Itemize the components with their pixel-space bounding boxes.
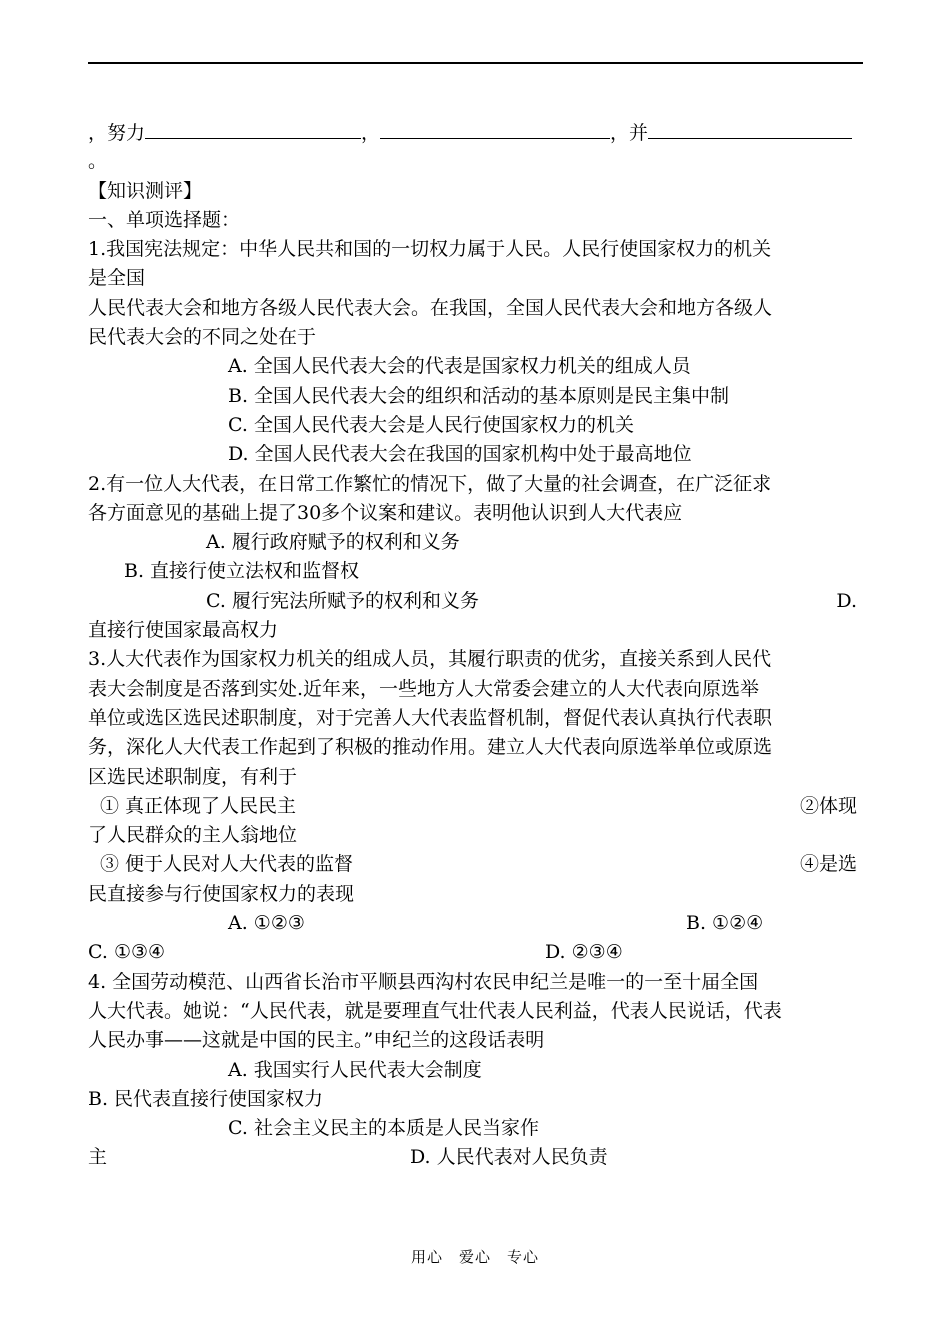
q2-option-d-text: 直接行使国家最高权力 xyxy=(88,619,279,642)
fill-text-3: ，并 xyxy=(610,122,649,144)
q4-stem-line: 人民办事——这就是中国的民主。”申纪兰的这段话表明 xyxy=(88,1029,545,1052)
q2-option-c-line xyxy=(88,587,863,616)
q1-stem-line: 人民代表大会和地方各级人民代表大会。在我国，全国人民代表大会和地方各级人 xyxy=(88,296,773,319)
q4-option-b: B. 民代表直接行使国家权力 xyxy=(88,1087,324,1110)
q4-stem-line: 人大代表。她说：“人民代表，就是要理直气壮代表人民利益，代表人民说话，代表 xyxy=(88,999,782,1022)
q3-statement-2-start: ②体现 xyxy=(799,794,857,817)
q4-option-d: D. 人民代表对人民负责 xyxy=(410,1146,608,1169)
q4-option-a: A. 我国实行人民代表大会制度 xyxy=(228,1058,482,1081)
q1-option-a: A. 全国人民代表大会的代表是国家权力机关的组成人员 xyxy=(228,355,691,378)
q2-option-c: C. 履行宪法所赋予的权利和义务 xyxy=(206,589,479,612)
q2-stem-line: 2.有一位人大代表，在日常工作繁忙的情况下，做了大量的社会调查，在广泛征求 xyxy=(88,472,772,495)
q3-options-cd-line xyxy=(88,938,863,967)
blank-3 xyxy=(648,118,852,139)
q3-statement-3: ③ 便于人民对人大代表的监督 xyxy=(100,853,354,876)
section-title: 【知识测评】 xyxy=(88,179,203,202)
q2-stem-line: 各方面意见的基础上提了30多个议案和建议。表明他认识到人大代表应 xyxy=(88,501,683,524)
fill-in-line xyxy=(88,118,863,147)
q4-option-c: C. 社会主义民主的本质是人民当家作 xyxy=(228,1117,539,1140)
q3-options-ab-line xyxy=(88,909,863,938)
q4-options-cd-line xyxy=(88,1143,863,1172)
q1-stem-line: 民代表大会的不同之处在于 xyxy=(88,326,317,349)
subsection-title: 一、单项选择题： xyxy=(88,208,241,231)
q3-statement-4-end: 民直接参与行使国家权力的表现 xyxy=(88,882,355,905)
blank-2 xyxy=(380,118,610,139)
q3-option-d: D. ②③④ xyxy=(545,941,623,964)
q3-statement-3-line xyxy=(88,850,863,879)
q4-stem-line: 4. 全国劳动模范、山西省长治市平顺县西沟村农民申纪兰是唯一的一至十届全国 xyxy=(88,970,759,993)
q3-option-c: C. ①③④ xyxy=(88,941,166,964)
fill-text-2: ， xyxy=(361,122,381,144)
q3-stem-line: 务，深化人大代表工作起到了积极的推动作用。建立人大代表向原选举单位或原选 xyxy=(88,736,773,759)
q1-option-b: B. 全国人民代表大会的组织和活动的基本原则是民主集中制 xyxy=(228,384,730,407)
q3-statement-4-start: ④是选 xyxy=(799,853,857,876)
q3-stem-line: 表大会制度是否落到实处.近年来，一些地方人大常委会建立的人大代表向原选举 xyxy=(88,677,760,700)
q3-stem-line: 单位或选区选民述职制度，对于完善人大代表监督机制，督促代表认真执行代表职 xyxy=(88,706,773,729)
q4-option-c-cont: 主 xyxy=(88,1146,108,1169)
q1-stem-line: 1.我国宪法规定：中华人民共和国的一切权力属于人民。人民行使国家权力的机关 xyxy=(88,238,772,261)
q3-option-a: A. ①②③ xyxy=(228,912,305,935)
page-footer: 用心 爱心 专心 xyxy=(410,1248,539,1266)
q3-statement-2-end: 了人民群众的主人翁地位 xyxy=(88,824,298,847)
q1-option-c: C. 全国人民代表大会是人民行使国家权力的机关 xyxy=(228,413,634,436)
q3-stem-line: 区选民述职制度，有利于 xyxy=(88,765,298,788)
fill-end: 。 xyxy=(88,150,108,173)
q3-option-b: B. ①②④ xyxy=(686,912,764,935)
q3-statement-1: ① 真正体现了人民民主 xyxy=(100,794,297,817)
q2-option-d-label: D. xyxy=(836,589,857,612)
q2-option-b: B. 直接行使立法权和监督权 xyxy=(124,560,360,583)
header-rule xyxy=(88,62,863,64)
q3-statement-1-line xyxy=(88,792,863,821)
q1-option-d: D. 全国人民代表大会在我国的国家机构中处于最高地位 xyxy=(228,443,692,466)
q2-option-a: A. 履行政府赋予的权利和义务 xyxy=(206,531,460,554)
q3-stem-line: 3.人大代表作为国家权力机关的组成人员，其履行职责的优劣，直接关系到人民代 xyxy=(88,648,772,671)
fill-text-1: ，努力 xyxy=(88,122,146,144)
blank-1 xyxy=(145,118,361,139)
document-body xyxy=(88,118,863,1173)
q1-stem-line: 是全国 xyxy=(88,267,146,290)
